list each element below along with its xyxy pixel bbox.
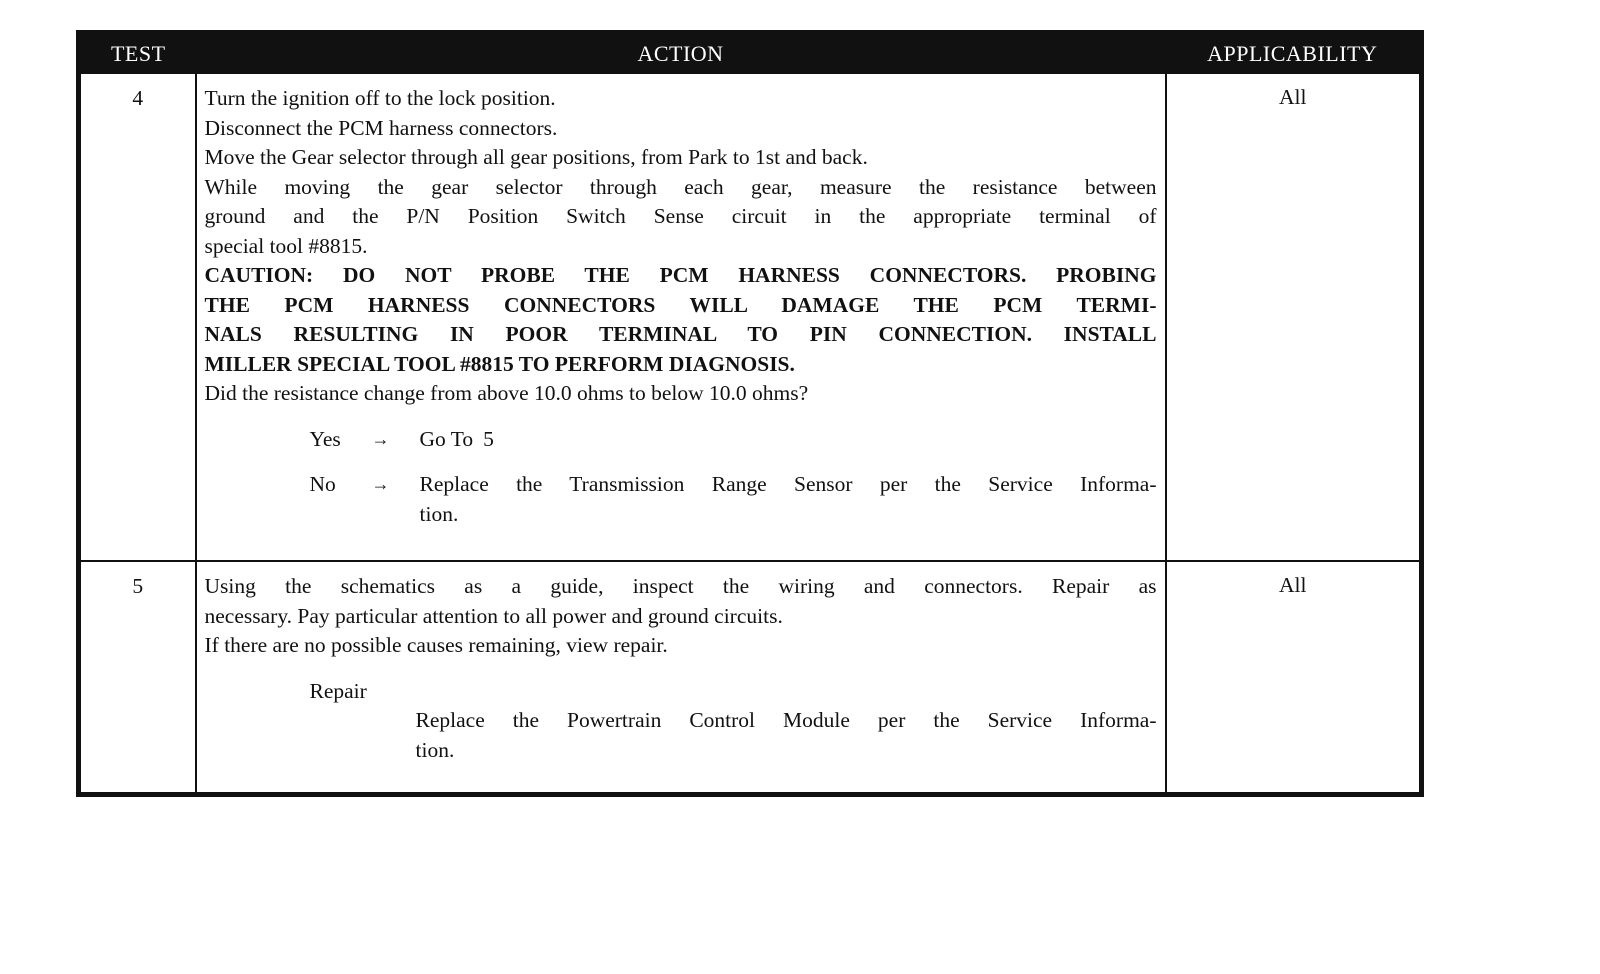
applicability-value: All bbox=[1166, 561, 1422, 795]
repair-label: Repair bbox=[309, 678, 367, 703]
repair-text: Replace the Powertrain Control Module per the Service Informa- bbox=[415, 708, 1157, 732]
action-step: Using the schematics as a guide, inspect the wiring and connectors. Repair as bbox=[204, 574, 1157, 598]
outcome-yes-label: Yes bbox=[309, 426, 341, 451]
caution-line: THE PCM HARNESS CONNECTORS WILL DAMAGE THE PCM TERMI- bbox=[204, 292, 1157, 317]
action-step: special tool #8815. bbox=[204, 233, 368, 258]
goto-target[interactable]: 5 bbox=[483, 426, 494, 451]
table-row bbox=[79, 73, 1422, 561]
caution-line: NALS RESULTING IN POOR TERMINAL TO PIN CONNECTION. INSTALL bbox=[204, 322, 1157, 346]
outcome-no-text: Replace the Transmission Range Sensor per the Service Informa- bbox=[419, 472, 1157, 496]
header-applicability: APPLICABILITY bbox=[1166, 33, 1422, 74]
action-step: If there are no possible causes remaining, view repair. bbox=[204, 633, 668, 657]
action-step: ground and the P/N Position Switch Sense circuit in the appropriate terminal of bbox=[204, 204, 1157, 228]
caution-line: MILLER SPECIAL TOOL #8815 TO PERFORM DIAGNOSIS. bbox=[204, 351, 795, 376]
action-step: Turn the ignition off to the lock position. bbox=[204, 86, 556, 110]
test-number: 5 bbox=[79, 561, 196, 795]
outcome-yes-action bbox=[420, 425, 1157, 455]
action-step: Disconnect the PCM harness connectors. bbox=[204, 115, 558, 140]
caution-warning bbox=[205, 261, 1157, 379]
action-question: Did the resistance change from above 10.0 ohms to below 10.0 ohms? bbox=[204, 381, 809, 405]
outcome-yes bbox=[205, 425, 1157, 455]
action-step: necessary. Pay particular attention to all power and ground circuits. bbox=[204, 603, 783, 628]
caution-line: CAUTION: DO NOT PROBE THE PCM HARNESS CONNECTORS. PROBING bbox=[204, 263, 1157, 287]
action-step: Move the Gear selector through all gear positions, from Park to 1st and back. bbox=[204, 145, 868, 169]
test-number: 4 bbox=[79, 73, 196, 561]
applicability-value: All bbox=[1166, 73, 1422, 561]
outcome-no-label: No bbox=[309, 472, 336, 496]
table-row bbox=[79, 561, 1422, 795]
right-arrow-icon: → bbox=[371, 474, 390, 494]
right-arrow-icon: → bbox=[371, 428, 390, 449]
outcome-no-text: tion. bbox=[419, 501, 459, 526]
repair-action bbox=[416, 706, 1157, 765]
outcome-no bbox=[205, 470, 1157, 529]
table-header-row bbox=[79, 33, 1422, 74]
action-step: While moving the gear selector through each gear, measure the resistance between bbox=[204, 174, 1157, 199]
outcome-no-action bbox=[420, 470, 1157, 529]
goto-text: Go To bbox=[419, 426, 474, 451]
header-test: TEST bbox=[79, 33, 196, 74]
action-cell bbox=[196, 73, 1166, 561]
diagnostic-test-table bbox=[76, 30, 1424, 797]
repair-text: tion. bbox=[415, 737, 455, 762]
header-action: ACTION bbox=[196, 33, 1166, 74]
action-cell bbox=[196, 561, 1166, 795]
